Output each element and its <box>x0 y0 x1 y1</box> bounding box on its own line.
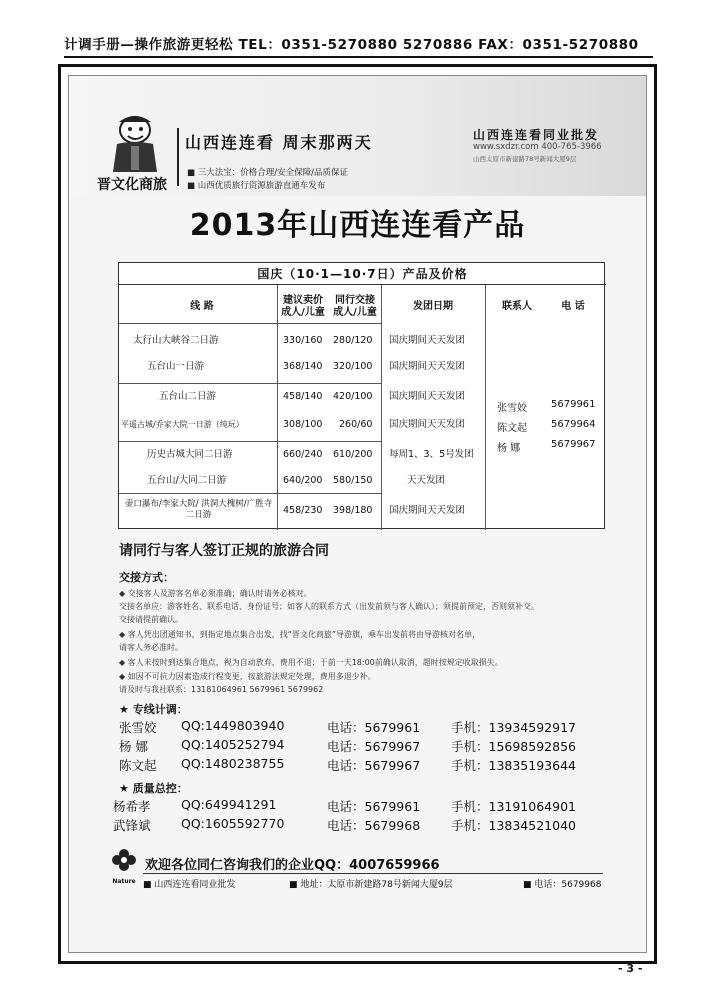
depart-cell: 国庆期间天天发团 <box>389 505 466 516</box>
staff-name: 陈文起 <box>119 758 157 773</box>
route-cell: 太行山大峡谷二日游 <box>133 335 219 346</box>
price-cell: 610/200 <box>333 449 373 460</box>
footer-tel: ■ 电话：5679968 <box>523 880 602 890</box>
slogan: 山西连连看 周末那两天 <box>185 133 373 152</box>
route-cell: 五台山二日游 <box>159 391 217 402</box>
staff-tel: 电话：5679967 <box>327 758 421 773</box>
footer-address-bar <box>143 873 603 890</box>
col-header-route: 线 路 <box>190 301 214 312</box>
depart-cell: 国庆期间天天发团 <box>389 361 466 372</box>
handover-line: 请及时与我社联系：13181064961 5679961 5679962 <box>119 685 324 694</box>
handover-line: 交接名单应：游客姓名、联系电话、身份证号；如客人的联系方式（出发前须与客人确认）；须提前预定，否则须补交。 <box>119 602 539 611</box>
handover-line: ◆ 交接客人及游客名单必须准确；确认时请务必核对。 <box>119 589 312 598</box>
handover-line: ◆ 客人凭出团通知书，到指定地点集合出发，找“晋文化商旅”导游旗，乘车出发前将由导游核对名单， <box>119 630 480 639</box>
route-cell: 五台山一日游 <box>147 361 205 372</box>
feature-line-1: ■ 三大法宝：价格合理/安全保障/品质保证 <box>187 168 348 178</box>
staff-tel: 电话：5679968 <box>327 818 421 833</box>
staff-mobile: 手机：13934592917 <box>451 720 576 735</box>
price-cell: 420/100 <box>333 391 373 402</box>
handover-line: 请客人务必准时。 <box>119 643 183 652</box>
price-cell: 640/200 <box>283 475 323 486</box>
contact-name: 杨 娜 <box>497 443 521 454</box>
price-cell: 398/180 <box>333 505 373 516</box>
staff-qq: QQ:1405252794 <box>181 737 285 752</box>
col-header-contact: 联系人 <box>502 301 532 312</box>
brand-header <box>69 76 646 196</box>
contact-name: 陈文起 <box>497 423 527 434</box>
route-cell: 历史古城大同二日游 <box>147 449 233 460</box>
brand-name: 山西连连看同业批发 <box>473 128 600 142</box>
col-header-depart: 发团日期 <box>413 301 453 312</box>
handover-line: ◆ 如因不可抗力因素造成行程变更，按旅游法规定处理，费用多退少补。 <box>119 672 376 681</box>
header-contact-bar: 计调手册—操作旅游更轻松 TEL：0351-5270880 5270886 FAX：0351-5270880 <box>64 36 653 58</box>
staff-mobile: 手机：15698592856 <box>451 739 576 754</box>
price-cell: 368/140 <box>283 361 323 372</box>
rule <box>119 493 381 494</box>
staff-name: 武锋斌 <box>113 818 151 833</box>
mascot-logo <box>97 112 197 196</box>
staff-tel: 电话：5679967 <box>327 739 421 754</box>
staff-name: 杨希孝 <box>113 799 151 814</box>
staff-name: 张雪姣 <box>119 720 157 735</box>
contact-phone: 5679961 <box>551 399 596 410</box>
logo-text: 晋文化商旅 <box>97 177 167 193</box>
rule <box>381 285 382 530</box>
rule <box>277 285 278 530</box>
price-cell: 320/100 <box>333 361 373 372</box>
rule <box>485 285 486 530</box>
staff-name: 杨 娜 <box>119 739 148 754</box>
depart-cell: 国庆期间天天发团 <box>389 419 466 430</box>
staff-qq: QQ:1480238755 <box>181 756 285 771</box>
table-title: 国庆（10·1—10·7日）产品及价格 <box>119 263 606 285</box>
contact-phone: 5679967 <box>551 439 596 450</box>
price-cell: 330/160 <box>283 335 323 346</box>
price-cell: 308/100 <box>283 419 323 430</box>
col-header-phone: 电 话 <box>561 301 585 312</box>
depart-cell: 国庆期间天天发团 <box>389 335 466 346</box>
staff-qq: QQ:1605592770 <box>181 816 285 831</box>
contract-notice: 请同行与客人签订正规的旅游合同 <box>119 543 329 559</box>
nature-logo <box>109 846 141 886</box>
mascot-icon <box>97 112 177 174</box>
website-hotline: www.sxdzr.com 400-765-3966 <box>473 142 602 152</box>
staff-mobile: 手机：13834521040 <box>451 818 576 833</box>
staff-tel: 电话：5679961 <box>327 799 421 814</box>
staff-mobile: 手机：13835193644 <box>451 758 576 773</box>
page-title: 2013年山西连连看产品 <box>189 208 526 243</box>
footer-address: ■ 地址：太原市新建路78号新闻大厦9层 <box>289 880 453 890</box>
product-price-table <box>118 262 605 529</box>
rule <box>119 383 381 384</box>
handover-line: 交接请提前确认。 <box>119 615 183 624</box>
rule <box>119 323 381 324</box>
feature-line-2: ■ 山西优质旅行资源旅游直通车发布 <box>187 181 326 191</box>
nature-label: Nature <box>112 878 136 885</box>
footer-company: ■ 山西连连看同业批发 <box>143 880 236 890</box>
handover-line: ◆ 客人未按时到达集合地点，视为自动放弃，费用不退；于前一天18:00前确认取消，超时按规定收取损失。 <box>119 658 503 667</box>
depart-cell: 国庆期间天天发团 <box>389 391 466 402</box>
header-address: 山西太原市新建路78号新闻大厦9层 <box>473 155 577 163</box>
contact-phone: 5679964 <box>551 419 596 430</box>
quality-heading: ★ 质量总控： <box>119 782 188 795</box>
price-cell: 458/230 <box>283 505 323 516</box>
handover-heading: 交接方式： <box>119 571 174 584</box>
route-cell: 壶口瀑布/李家大院/ 洪洞大槐树/广胜寺二日游 <box>124 499 273 520</box>
col-header-peer: 同行交接 成人/儿童 <box>333 295 377 318</box>
rule <box>119 441 381 442</box>
line-staff-heading: ★ 专线计调： <box>119 703 188 716</box>
price-cell: 580/150 <box>333 475 373 486</box>
depart-cell: 每周1、3、5号发团 <box>389 449 474 460</box>
price-cell: 458/140 <box>283 391 323 402</box>
staff-mobile: 手机：13191064901 <box>451 799 576 814</box>
content-panel <box>68 75 647 953</box>
staff-qq: QQ:1449803940 <box>181 718 285 733</box>
staff-tel: 电话：5679961 <box>327 720 421 735</box>
welcome-line: 欢迎各位同仁咨询我们的企业QQ：4007659966 <box>145 858 440 873</box>
route-cell: 五台山/大同二日游 <box>147 475 227 486</box>
col-header-suggest: 建议卖价 成人/儿童 <box>281 295 325 318</box>
price-cell: 260/60 <box>339 419 373 430</box>
page-number: - 3 - <box>618 962 643 975</box>
header-divider <box>177 128 179 186</box>
price-cell: 280/120 <box>333 335 373 346</box>
contact-name: 张雪姣 <box>497 403 527 414</box>
route-cell: 平遥古城/乔家大院一日游（纯玩） <box>121 420 244 429</box>
price-cell: 660/240 <box>283 449 323 460</box>
depart-cell: 天天发团 <box>407 475 446 486</box>
staff-qq: QQ:649941291 <box>181 797 277 812</box>
flower-icon <box>109 846 139 874</box>
